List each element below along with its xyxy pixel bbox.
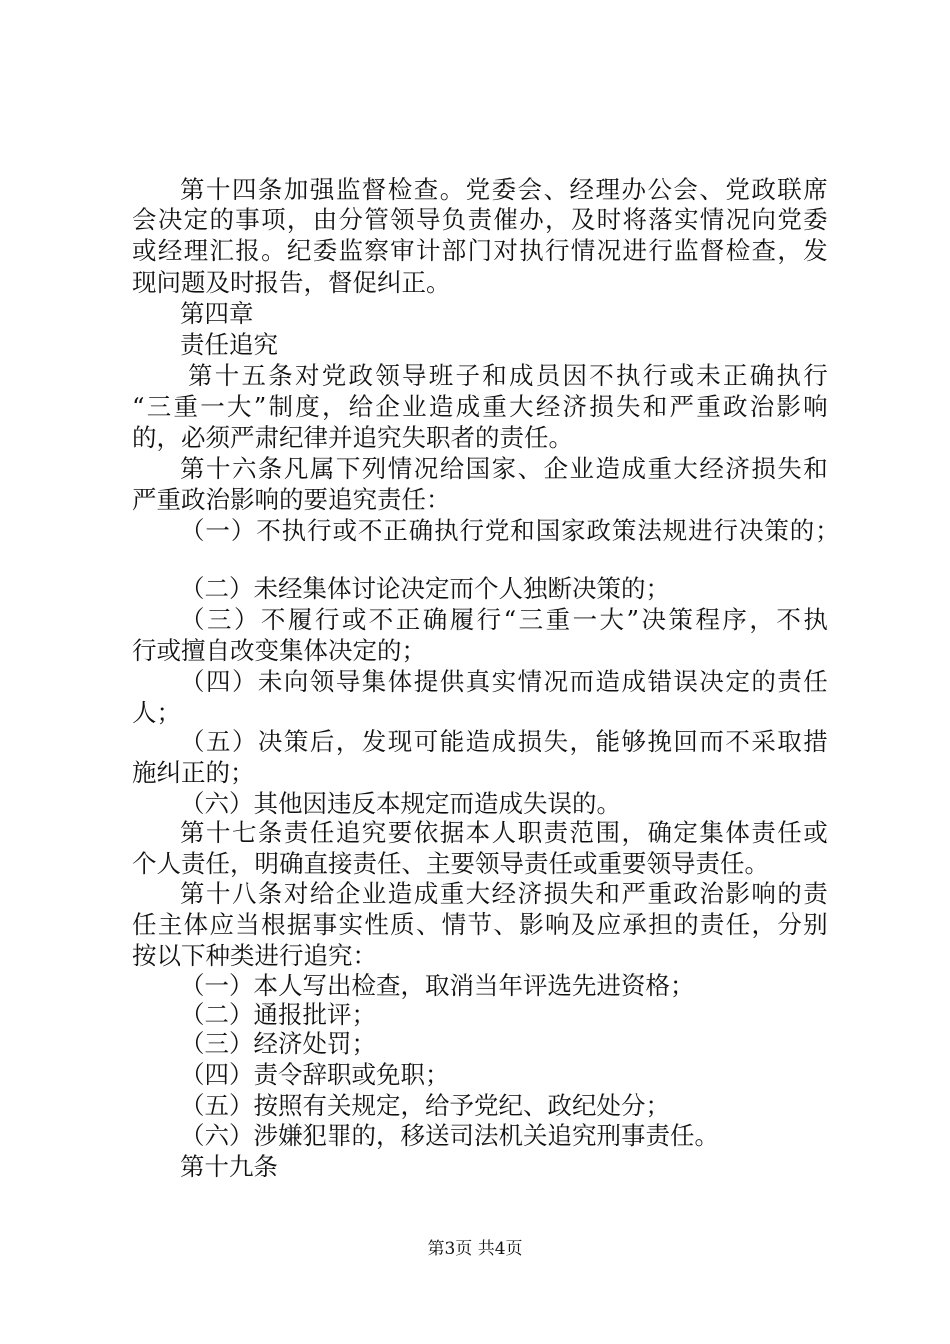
paragraph-line: 第 十 八 条 对 给 企 业 造 成 重 大 经 济 损 失 和 严 重 政 治 影 响 的 责	[180, 879, 828, 908]
paragraph-line: “ 三 重 一 大 ” 制 度 ， 给 企 业 造 成 重 大 经 济 损 失 和 严 重 政 治 影 响	[132, 392, 828, 421]
list-item: 施纠正的；	[132, 758, 255, 787]
paragraph-line: 第 十 七 条 责 任 追 究 要 依 据 本 人 职 责 范 围 ， 确 定 集 体 责 任 或	[180, 818, 828, 847]
list-item: 行或擅自改变集体决定的；	[132, 636, 426, 665]
list-item: （四）责令辞职或免职；	[180, 1060, 450, 1089]
paragraph-line: 任 主 体 应 当 根 据 事 实 性 质 、 情 节 、 影 响 及 应 承 担 的 责 任 ， 分 别	[132, 910, 828, 939]
list-item: （二）未经集体讨论决定而个人独断决策的；	[180, 574, 670, 603]
list-item: （一）本人写出检查，取消当年评选先进资格；	[180, 971, 695, 1000]
paragraph-line: 第 十 五 条 对 党 政 领 导 班 子 和 成 员 因 不 执 行 或 未 正 确 执 行	[188, 361, 828, 390]
list-item: （五）按照有关规定，给予党纪、政纪处分；	[180, 1091, 670, 1120]
list-item: （二）通报批评；	[180, 1000, 376, 1029]
list-item: （三）经济处罚；	[180, 1029, 376, 1058]
paragraph-line: 第 十 四 条 加 强 监 督 检 查 。 党 委 会 、 经 理 办 公 会 、 党 政 联 席	[180, 175, 828, 204]
list-item: 人；	[132, 698, 181, 727]
paragraph-line: 严重政治影响的要追究责任：	[132, 485, 451, 514]
list-item: （ 一 ） 不 执 行 或 不 正 确 执 行 党 和 国 家 政 策 法 规 进 行 决 策 的 ；	[180, 516, 840, 545]
paragraph-line: 第 十 六 条 凡 属 下 列 情 况 给 国 家 、 企 业 造 成 重 大 经 济 损 失 和	[180, 454, 828, 483]
paragraph-line: 个人责任，明确直接责任、主要领导责任或重要领导责任。	[132, 849, 769, 878]
page-number-footer: 第3页 共4页	[427, 1239, 523, 1259]
paragraph-line: 按以下种类进行追究：	[132, 941, 377, 970]
list-item: （ 四 ） 未 向 领 导 集 体 提 供 真 实 情 况 而 造 成 错 误 决 定 的 责 任	[180, 667, 828, 696]
paragraph-line: 现问题及时报告，督促纠正。	[132, 268, 451, 297]
list-item: （ 五 ） 决 策 后 ， 发 现 可 能 造 成 损 失 ， 能 够 挽 回 而 不 采 取 措	[180, 727, 828, 756]
paragraph-line: 会 决 定 的 事 项 ， 由 分 管 领 导 负 责 催 办 ， 及 时 将 落 实 情 况 向 党 委	[132, 205, 828, 234]
list-item: （六）其他因违反本规定而造成失误的。	[180, 789, 621, 818]
paragraph-line: 或 经 理 汇 报 。 纪 委 监 察 审 计 部 门 对 执 行 情 况 进 行 监 督 检 查 ， 发	[132, 236, 828, 265]
list-item: （ 三 ） 不 履 行 或 不 正 确 履 行 “ 三 重 一 大 ” 决 策 程 序 ， 不 执	[180, 605, 828, 634]
paragraph-line: 的，必须严肃纪律并追究失职者的责任。	[132, 423, 573, 452]
article-heading: 第十九条	[180, 1152, 278, 1181]
list-item: （六）涉嫌犯罪的，移送司法机关追究刑事责任。	[180, 1121, 719, 1150]
chapter-number: 第四章	[180, 299, 254, 328]
chapter-title: 责任追究	[180, 330, 278, 359]
